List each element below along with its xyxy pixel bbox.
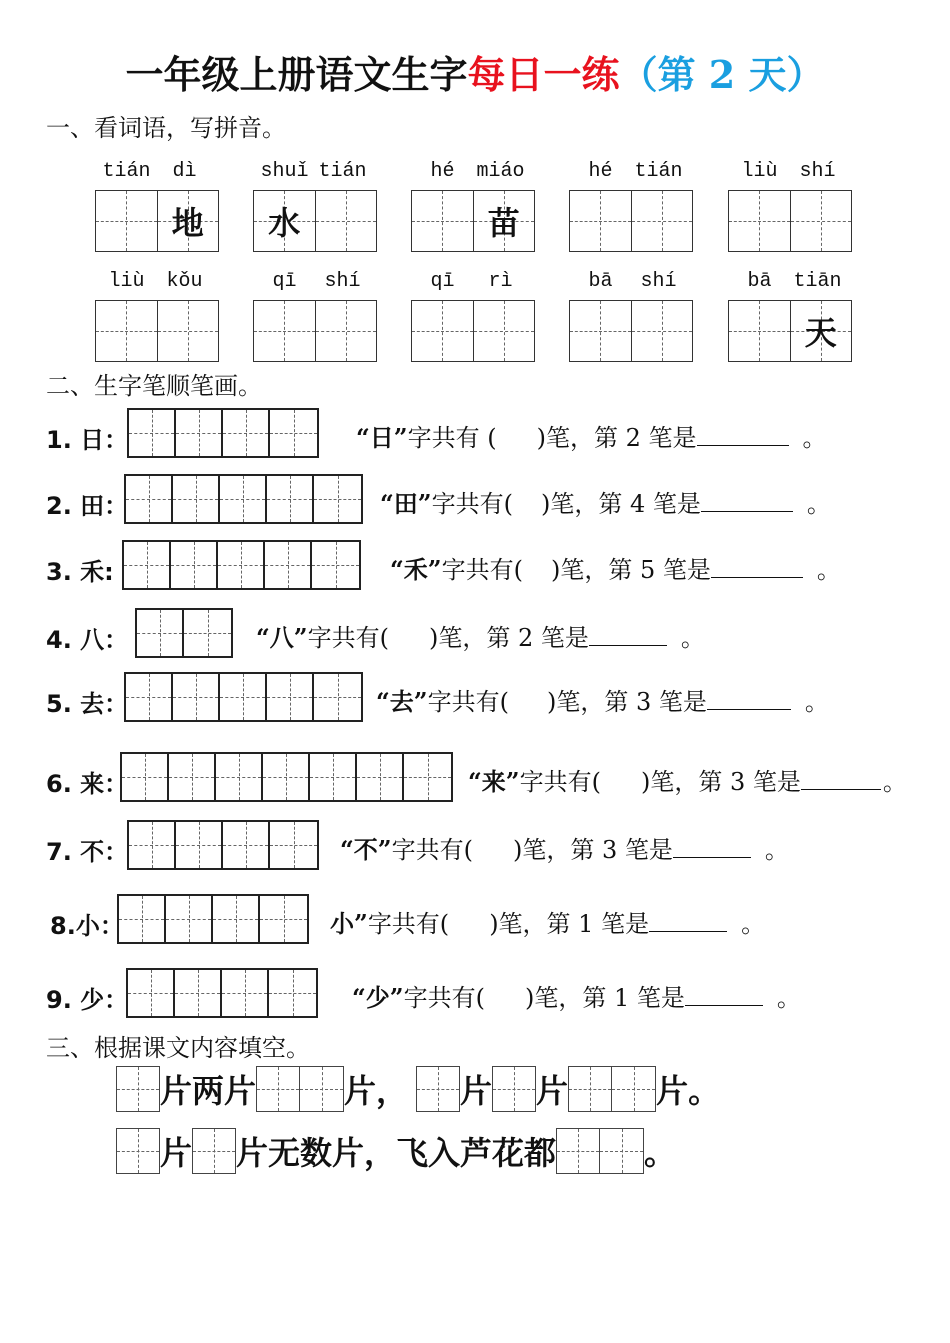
stroke-cell[interactable] [213, 896, 260, 942]
question-text: 字共有( [307, 624, 389, 652]
question-text: )笔，第 3 笔是 [512, 836, 673, 864]
pinyin-syllable: liù [741, 160, 778, 183]
cell-character: 苗 [487, 204, 520, 242]
title-daily: 每日一练 [467, 52, 620, 97]
pinyin-syllable: kǒu [166, 270, 203, 293]
fill-text: 片 [460, 1072, 493, 1110]
tianzige-cell[interactable] [474, 301, 535, 361]
period: 。 [680, 624, 705, 652]
pinyin-syllable: tián [318, 160, 367, 183]
stroke-cell[interactable] [137, 610, 184, 656]
question-text: 字共有( [427, 688, 509, 716]
stroke-grid [126, 968, 318, 1018]
pinyin-syllable: miáo [476, 160, 525, 183]
tianzige-cell[interactable] [474, 191, 535, 251]
stroke-grid [124, 474, 363, 524]
stroke-cell[interactable] [124, 542, 171, 588]
stroke-cell[interactable] [171, 542, 218, 588]
title-day: （第 2 天） [619, 52, 825, 97]
tianzige-pair [728, 190, 852, 252]
tianzige-cell[interactable] [570, 191, 632, 251]
title-main: 一年级上册语文生字 [125, 52, 468, 97]
stroke-answer-blank[interactable] [649, 911, 727, 932]
tianzige-cell[interactable] [158, 191, 219, 251]
tianzige-cell[interactable] [632, 191, 693, 251]
pinyin-syllable: hé [430, 160, 455, 183]
stroke-answer-blank[interactable] [697, 425, 789, 446]
stroke-row-label: 8.小： [50, 912, 124, 940]
stroke-count-blank[interactable] [509, 690, 547, 710]
question-text: 字共有( [431, 490, 513, 518]
quoted-character: “日” [356, 423, 408, 452]
question-text: )笔，第 2 笔是 [536, 424, 697, 452]
stroke-cell[interactable] [269, 970, 316, 1016]
stroke-grid [127, 820, 319, 870]
tianzige-cell[interactable] [158, 301, 219, 361]
stroke-cell[interactable] [357, 754, 404, 800]
fill-text: 。 [644, 1134, 677, 1172]
stroke-cell[interactable] [122, 754, 169, 800]
pinyin-syllable: qī [272, 270, 297, 293]
fill-text: 片， [344, 1072, 409, 1110]
period: 。 [816, 556, 841, 584]
stroke-cell[interactable] [223, 822, 270, 868]
pinyin-syllable: liù [108, 270, 145, 293]
period: 。 [741, 910, 766, 938]
quoted-character: 小” [330, 909, 368, 938]
stroke-cell[interactable] [260, 896, 307, 942]
tianzige-pair [253, 190, 377, 252]
fill-box[interactable] [600, 1128, 644, 1174]
stroke-count-blank[interactable] [449, 912, 489, 932]
stroke-cell[interactable] [312, 542, 359, 588]
tianzige-cell[interactable] [570, 301, 632, 361]
fill-text: 片两片 [160, 1072, 257, 1110]
tianzige-cell[interactable] [729, 191, 791, 251]
stroke-grid [122, 540, 361, 590]
stroke-cell[interactable] [119, 896, 166, 942]
pinyin-label [569, 270, 695, 294]
quoted-character: “来” [468, 767, 520, 796]
stroke-grid [135, 608, 233, 658]
stroke-row-label: 1. 日： [46, 426, 129, 454]
period: 。 [802, 424, 827, 452]
quoted-character: “去” [376, 687, 428, 716]
stroke-question [380, 484, 831, 519]
tianzige-cell[interactable] [729, 301, 791, 361]
quoted-character: “禾” [390, 555, 442, 584]
tianzige-pair [95, 190, 219, 252]
stroke-grid [127, 408, 319, 458]
tianzige-cell[interactable] [791, 301, 852, 361]
stroke-cell[interactable] [126, 674, 173, 720]
pinyin-syllable: dì [172, 160, 197, 183]
pinyin-syllable: bā [747, 270, 772, 293]
tianzige-pair [728, 300, 852, 362]
stroke-cell[interactable] [267, 476, 314, 522]
fill-box[interactable] [300, 1066, 344, 1112]
stroke-cell[interactable] [216, 754, 263, 800]
quoted-character: “少” [352, 983, 404, 1012]
fill-box[interactable] [568, 1066, 612, 1112]
stroke-cell[interactable] [220, 476, 267, 522]
question-text: 字共有( [391, 836, 473, 864]
pinyin-label [728, 270, 854, 294]
pinyin-label [253, 270, 379, 294]
stroke-answer-blank[interactable] [589, 625, 667, 646]
tianzige-cell[interactable] [316, 191, 377, 251]
tianzige-cell[interactable] [412, 191, 474, 251]
stroke-cell[interactable] [175, 970, 222, 1016]
period: 。 [776, 984, 801, 1012]
stroke-cell[interactable] [173, 674, 220, 720]
cell-character: 地 [171, 204, 204, 242]
stroke-cell[interactable] [267, 674, 314, 720]
stroke-count-blank[interactable] [389, 626, 429, 646]
stroke-cell[interactable] [404, 754, 451, 800]
stroke-answer-blank[interactable] [707, 689, 791, 710]
stroke-cell[interactable] [129, 410, 176, 456]
stroke-grid [117, 894, 309, 944]
pinyin-label [95, 160, 221, 184]
stroke-cell[interactable] [222, 970, 269, 1016]
cell-character: 天 [804, 314, 837, 352]
pinyin-syllable: tián [102, 160, 151, 183]
tianzige-cell[interactable] [632, 301, 693, 361]
fill-text: 片。 [656, 1072, 721, 1110]
stroke-cell[interactable] [270, 822, 317, 868]
stroke-question [356, 418, 827, 453]
quoted-character: “田” [380, 489, 432, 518]
question-text: )笔，第 3 笔是 [546, 688, 707, 716]
stroke-cell[interactable] [126, 476, 173, 522]
stroke-cell[interactable] [310, 754, 357, 800]
question-text: )笔，第 3 笔是 [640, 768, 801, 796]
stroke-cell[interactable] [220, 674, 267, 720]
fill-text: 片 [160, 1134, 193, 1172]
pinyin-label [728, 160, 854, 184]
stroke-answer-blank[interactable] [711, 557, 803, 578]
pinyin-syllable: rì [488, 270, 513, 293]
pinyin-label [411, 270, 537, 294]
fill-line-2 [116, 1128, 676, 1174]
stroke-question [340, 830, 789, 865]
stroke-question [256, 618, 705, 653]
period: 。 [764, 836, 789, 864]
stroke-cell[interactable] [184, 610, 231, 656]
stroke-row-label: 3. 禾: [46, 558, 114, 586]
question-text: 字共有( [403, 984, 485, 1012]
cell-character: 水 [268, 204, 301, 242]
pinyin-syllable: shuǐ [260, 160, 309, 183]
tianzige-cell[interactable] [96, 301, 158, 361]
stroke-row-label: 7. 不： [46, 838, 129, 866]
stroke-question [330, 904, 765, 939]
fill-text: 片 [536, 1072, 569, 1110]
stroke-count-blank[interactable] [473, 838, 513, 858]
period: 。 [806, 490, 831, 518]
stroke-question [352, 978, 801, 1013]
stroke-cell[interactable] [223, 410, 270, 456]
pinyin-label [569, 160, 695, 184]
tianzige-pair [569, 190, 693, 252]
page-title [0, 44, 950, 99]
stroke-question [376, 682, 829, 717]
stroke-row-label: 6. 来： [46, 770, 129, 798]
stroke-question [468, 762, 907, 797]
tianzige-cell[interactable] [791, 191, 852, 251]
question-text: 字共有 ( [407, 424, 497, 452]
stroke-count-blank[interactable] [513, 492, 541, 512]
pinyin-syllable: tiān [793, 270, 842, 293]
stroke-cell[interactable] [270, 410, 317, 456]
quoted-character: “不” [340, 835, 392, 864]
pinyin-syllable: qī [430, 270, 455, 293]
period: 。 [882, 768, 907, 796]
stroke-grid [120, 752, 453, 802]
tianzige-cell[interactable] [316, 301, 377, 361]
stroke-cell[interactable] [263, 754, 310, 800]
question-text: )笔，第 4 笔是 [540, 490, 701, 518]
section3-heading: 三、根据课文内容填空。 [46, 1034, 310, 1062]
fill-box[interactable] [116, 1066, 160, 1112]
tianzige-cell[interactable] [96, 191, 158, 251]
stroke-question [390, 550, 841, 585]
tianzige-cell[interactable] [254, 301, 316, 361]
stroke-answer-blank[interactable] [701, 491, 793, 512]
tianzige-cell[interactable] [254, 191, 316, 251]
stroke-cell[interactable] [176, 822, 223, 868]
stroke-grid [124, 672, 363, 722]
pinyin-syllable: shí [799, 160, 836, 183]
pinyin-syllable: bā [588, 270, 613, 293]
stroke-cell[interactable] [218, 542, 265, 588]
pinyin-syllable: tián [634, 160, 683, 183]
question-text: 字共有( [367, 910, 450, 938]
pinyin-syllable: shí [324, 270, 361, 293]
tianzige-pair [411, 300, 535, 362]
pinyin-syllable: shí [640, 270, 677, 293]
question-text: 字共有( [441, 556, 523, 584]
stroke-answer-blank[interactable] [673, 837, 751, 858]
stroke-row-label: 9. 少： [46, 986, 129, 1014]
fill-box[interactable] [256, 1066, 300, 1112]
stroke-cell[interactable] [265, 542, 312, 588]
stroke-row-label: 4. 八： [46, 626, 129, 654]
fill-box[interactable] [612, 1066, 656, 1112]
section1-heading: 一、看词语，写拼音。 [46, 114, 286, 142]
fill-line-1 [116, 1066, 720, 1112]
pinyin-label [411, 160, 537, 184]
stroke-count-blank[interactable] [485, 986, 525, 1006]
tianzige-pair [95, 300, 219, 362]
stroke-row-label: 2. 田： [46, 492, 129, 520]
stroke-count-blank[interactable] [601, 770, 641, 790]
pinyin-label [95, 270, 221, 294]
stroke-count-blank[interactable] [497, 426, 537, 446]
fill-box[interactable] [492, 1066, 536, 1112]
stroke-cell[interactable] [314, 674, 361, 720]
stroke-cell[interactable] [169, 754, 216, 800]
stroke-count-blank[interactable] [523, 558, 551, 578]
stroke-cell[interactable] [166, 896, 213, 942]
tianzige-pair [253, 300, 377, 362]
tianzige-cell[interactable] [412, 301, 474, 361]
stroke-cell[interactable] [173, 476, 220, 522]
fill-box[interactable] [416, 1066, 460, 1112]
question-text: )笔，第 2 笔是 [428, 624, 589, 652]
question-text: )笔，第 1 笔是 [489, 910, 650, 938]
stroke-answer-blank[interactable] [801, 769, 881, 790]
tianzige-pair [569, 300, 693, 362]
question-text: 字共有( [519, 768, 601, 796]
pinyin-label [253, 160, 379, 184]
tianzige-pair [411, 190, 535, 252]
stroke-cell[interactable] [314, 476, 361, 522]
period: 。 [804, 688, 829, 716]
fill-box[interactable] [556, 1128, 600, 1174]
fill-box[interactable] [116, 1128, 160, 1174]
question-text: )笔，第 5 笔是 [550, 556, 711, 584]
stroke-cell[interactable] [129, 822, 176, 868]
pinyin-syllable: hé [588, 160, 613, 183]
stroke-cell[interactable] [176, 410, 223, 456]
section2-heading: 二、生字笔顺笔画。 [46, 372, 262, 400]
stroke-answer-blank[interactable] [685, 985, 763, 1006]
fill-text: 片无数片，飞入芦花都 [236, 1134, 557, 1172]
question-text: )笔，第 1 笔是 [524, 984, 685, 1012]
quoted-character: “八” [256, 623, 308, 652]
stroke-cell[interactable] [128, 970, 175, 1016]
fill-box[interactable] [192, 1128, 236, 1174]
stroke-row-label: 5. 去： [46, 690, 129, 718]
